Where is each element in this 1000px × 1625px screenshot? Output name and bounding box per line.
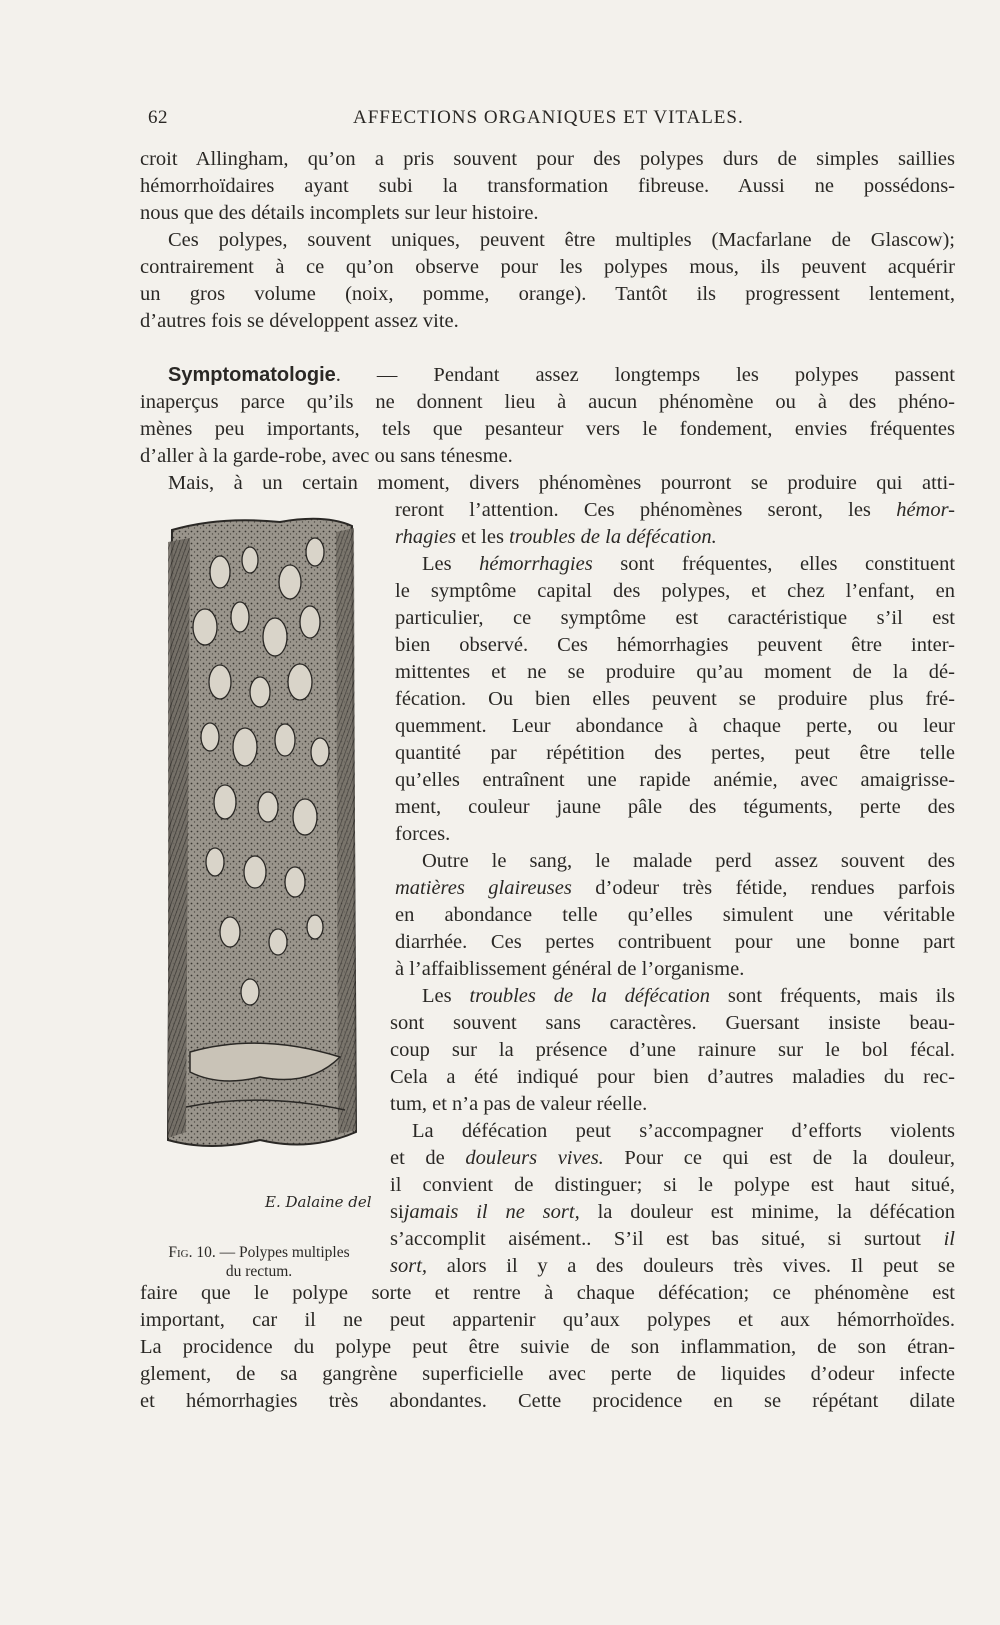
italic-span: matières glaireuses [395,877,572,899]
text-line: hémorrhoïdaires ayant subi la transformation fibreuse. Aussi ne possédons- [140,175,955,197]
text-line [395,497,955,524]
text-line: Outre le sang, le malade perd assez souvent des [422,850,955,872]
text-span: sont fréquents, mais ils [727,985,955,1007]
text-line: un gros volume (noix, pomme, orange). Tantôt ils progressent lentement, [140,283,955,305]
text-line: contrairement à ce qu’on observe pour les polypes mous, ils peuvent acquérir [140,256,955,278]
text-line [422,983,955,1010]
text-line: ment, couleur jaune pâle des téguments, perte des [395,796,955,818]
text-line: particulier, ce symptôme est caractéristique s’il est [395,607,955,629]
italic-span: hémorrhagies [479,553,593,575]
text-line: il convient de distinguer; si le polype est haut situé, [390,1174,955,1196]
text-line [390,1226,955,1253]
caption-label: Fig. 10. [168,1244,216,1261]
text-span: et les [461,526,504,548]
engraving-illustration [160,512,370,1207]
text-span: Les [422,553,452,575]
text-span: Pour ce qui est de la douleur, [624,1147,955,1169]
caption-line: du rectum. [225,1263,293,1280]
section-heading-line [168,362,955,389]
section-heading-rest: . — Pendant assez longtemps les polypes passent [335,364,955,386]
text-line: en abondance telle qu’elles simulent une véritable [395,904,955,926]
text-line [395,875,955,902]
italic-span: il [943,1228,955,1250]
page-header [148,107,956,137]
text-line: nous que des détails incomplets sur leur histoire. [140,202,539,224]
text-span: reront l’attention. Ces phénomènes seront, les [395,499,871,521]
section-heading: Symptomatologie [168,364,336,386]
text-line: Mais, à un certain moment, divers phénomènes pourront se produire qui atti- [168,472,955,494]
text-span: sont fréquentes, elles constituent [620,553,956,575]
text-line [422,551,955,578]
italic-span: jamais il ne sort, [403,1201,580,1223]
text-line: qu’elles entraînent une rapide anémie, avec amaigrisse- [395,769,955,791]
text-span: si [390,1201,404,1223]
italic-span: troubles de la défécation. [509,526,717,548]
text-line: Cela a été indiqué pour bien d’autres maladies du rec- [390,1066,955,1088]
italic-span: rhagies [395,526,457,548]
text-line: bien observé. Ces hémorrhagies peuvent être inter- [395,634,955,656]
text-span: alors il y a des douleurs très vives. Il peut se [446,1255,955,1277]
italic-span: troubles de la défécation [469,985,711,1007]
text-line: d’autres fois se développent assez vite. [140,310,459,332]
italic-span: hémor- [896,499,956,521]
text-line: quemment. Leur abondance à chaque perte, ou leur [395,715,955,737]
text-line: mènes peu importants, tels que pesanteur vers le fondement, envies fréquentes [140,418,955,440]
italic-span: sort, [390,1255,428,1277]
caption-text: — Polypes multiples [219,1244,350,1261]
text-line: croit Allingham, qu’on a pris souvent pour des polypes durs de simples saillies [140,148,955,170]
text-line: glement, de sa gangrène superficielle avec perte de liquides d’odeur infecte [140,1363,955,1385]
text-line: d’aller à la garde-robe, avec ou sans ténesme. [140,445,513,467]
text-line: fécation. Ou bien elles peuvent se produire plus fré- [395,688,955,710]
text-line: inaperçus parce qu’ils ne donnent lieu à aucun phénomène ou à des phéno- [140,391,955,413]
text-span: s’accomplit aisément.. S’il est bas situé, si surtout [390,1228,921,1250]
text-line [395,524,955,551]
running-title: AFFECTIONS ORGANIQUES ET VITALES. [353,107,744,128]
text-line: important, car il ne peut appartenir qu’aux polypes et aux hémorrhoïdes. [140,1309,955,1331]
figure-caption [143,1243,375,1281]
italic-span: douleurs vives. [465,1147,604,1169]
text-line: Ces polypes, souvent uniques, peuvent être multiples (Macfarlane de Glascow); [168,229,955,251]
page-number: 62 [148,107,168,128]
text-span: d’odeur très fétide, rendues parfois [595,877,955,899]
text-line: sont souvent sans caractères. Guersant insiste beau- [390,1012,955,1034]
text-span: et de [390,1147,445,1169]
figure-polyps-illustration [160,512,370,1207]
text-line: quantité par répétition des pertes, peut être telle [395,742,955,764]
text-line: mittentes et ne se produire qu’au moment de la dé- [395,661,955,683]
caption-line [143,1243,375,1262]
text-line: tum, et n’a pas de valeur réelle. [390,1093,648,1115]
text-line: La défécation peut s’accompagner d’efforts violents [412,1120,955,1142]
text-line: La procidence du polype peut être suivie de son inflammation, de son étran- [140,1336,955,1358]
text-line: faire que le polype sorte et rentre à chaque défécation; ce phénomène est [140,1282,955,1304]
text-line: à l’affaiblissement général de l’organisme. [395,958,745,980]
text-line: diarrhée. Ces pertes contribuent pour une bonne part [395,931,955,953]
text-span: Les [422,985,452,1007]
text-line [390,1199,955,1226]
text-line: le symptôme capital des polypes, et chez l’enfant, en [395,580,955,602]
text-line: coup sur la présence d’une rainure sur le bol fécal. [390,1039,955,1061]
text-span: la douleur est minime, la défécation [597,1201,956,1223]
text-line [390,1145,955,1172]
engraver-signature: E. Dalaine del [265,1193,372,1211]
text-line: et hémorrhagies très abondantes. Cette procidence en se répétant dilate [140,1390,955,1412]
text-line [390,1253,955,1280]
text-line: forces. [395,823,451,845]
